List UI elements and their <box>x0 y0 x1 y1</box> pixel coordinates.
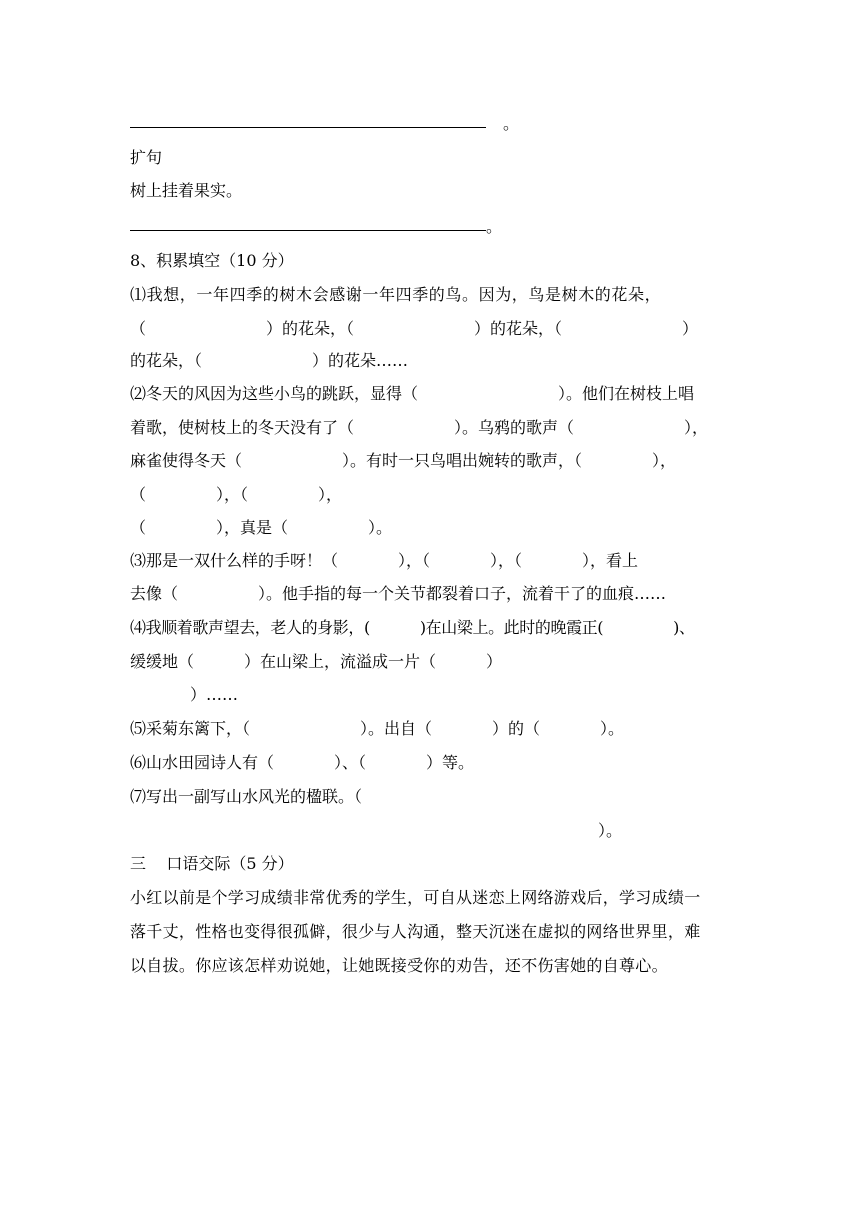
line-end-punct: 。 <box>486 217 503 236</box>
section-3-title: 三 口语交际（5 分） <box>130 854 294 873</box>
answer-line <box>130 230 486 231</box>
q8-2-line-d: （ ），（ ）， <box>130 485 343 504</box>
q8-4-line-a: ⑷我顺着歌声望去，老人的身影，( )在山梁上。此时的晚霞正( )、 <box>130 618 695 637</box>
q8-4-line-b: 缓缓地（ ）在山梁上，流溢成一片（ ） <box>130 652 503 671</box>
expand-sentence: 树上挂着果实。 <box>130 181 243 200</box>
q8-3-line-a: ⑶那是一双什么样的手呀！（ ），（ ），（ ），看上 <box>130 551 639 570</box>
q8-3-line-b: 去像（ ）。他手指的每一个关节都裂着口子，流着干了的血痕…… <box>130 584 667 603</box>
q8-1-line-b: （ ）的花朵，（ ）的花朵，（ ） <box>130 319 699 338</box>
q8-1-line-c: 的花朵，（ ）的花朵…… <box>130 351 409 370</box>
q8-2-line-a: ⑵冬天的风因为这些小鸟的跳跃，显得（ ）。他们在树枝上唱 <box>130 384 695 403</box>
q8-2-line-c: 麻雀使得冬天（ ）。有时一只鸟唱出婉转的歌声，（ ）， <box>130 451 677 470</box>
q8-2-line-b: 着歌，使树枝上的冬天没有了（ ）。乌鸦的歌声（ ）， <box>130 418 709 437</box>
q8-7-line-b: ）。 <box>598 821 623 840</box>
q8-6-line: ⑹山水田园诗人有（ ）、（ ）等。 <box>130 753 475 772</box>
section-3-paragraph-line: 以自拔。你应该怎样劝说她，让她既接受你的劝告，还不伤害她的自尊心。 <box>130 956 668 975</box>
q8-7-line-a: ⑺写出一副写山水风光的楹联。（ <box>130 787 363 806</box>
q8-4-line-c: ）…… <box>190 685 239 704</box>
q8-5-line: ⑸采菊东篱下，（ ）。出自（ ）的（ ）。 <box>130 719 625 738</box>
expand-heading: 扩句 <box>130 148 163 167</box>
section-3-paragraph-line: 小红以前是个学习成绩非常优秀的学生，可自从迷恋上网络游戏后，学习成绩一 <box>130 888 701 907</box>
section-3-paragraph-line: 落千丈，性格也变得很孤僻，很少与人沟通，整天沉迷在虚拟的网络世界里，难 <box>130 922 701 941</box>
q8-2-line-e: （ ），真是（ ）。 <box>130 518 393 537</box>
line-end-punct: 。 <box>503 114 520 133</box>
answer-line <box>130 127 486 128</box>
question-8-title: 8、积累填空（10 分） <box>130 251 294 270</box>
q8-1-line-a: ⑴我想，一年四季的树木会感谢一年四季的鸟。因为，鸟是树木的花朵， <box>130 285 662 304</box>
